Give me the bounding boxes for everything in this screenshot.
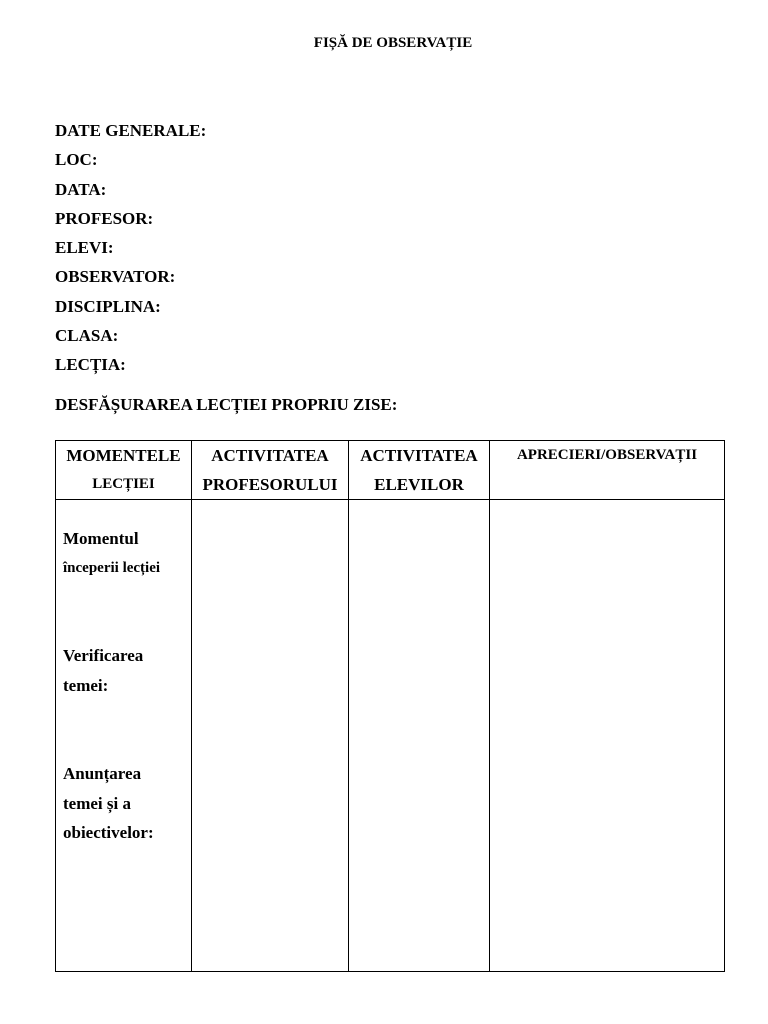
moment-anuntarea-temei [63, 759, 191, 848]
general-fields [55, 116, 655, 380]
elevi-activity-cell [349, 500, 490, 972]
field-lectia: LECȚIA: [55, 355, 126, 375]
moment-line: Momentul [63, 529, 139, 548]
header-momentele-lectiei [56, 441, 192, 500]
moment-inceperea-lectiei [63, 524, 191, 583]
profesor-activity-cell [192, 500, 349, 972]
header-line: ELEVILOR [374, 475, 464, 494]
header-line: APRECIERI/OBSERVAȚII [516, 447, 698, 463]
field-data: DATA: [55, 179, 107, 199]
observatii-cell [490, 500, 725, 972]
field-date-generale: DATE GENERALE: [55, 121, 207, 140]
header-line: LECȚIEI [92, 476, 155, 492]
moment-line: temei și a [63, 793, 131, 813]
observation-table [55, 440, 725, 972]
table-row [56, 500, 725, 972]
moment-verificarea-temei [63, 641, 191, 700]
table-header-row [56, 441, 725, 500]
header-line: PROFESORULUI [202, 475, 338, 494]
field-disciplina: DISCIPLINA: [55, 296, 161, 316]
header-line: ACTIVITATEA [211, 446, 329, 465]
moment-line: Verificarea [63, 646, 144, 665]
document-title: FIȘĂ DE OBSERVAȚIE [313, 35, 473, 51]
moment-line: temei: [63, 675, 109, 695]
field-observator: OBSERVATOR: [55, 267, 176, 287]
header-activitatea-profesorului [192, 441, 349, 500]
moment-line: obiectivelor: [63, 823, 154, 842]
field-profesor: PROFESOR: [55, 208, 154, 228]
field-elevi: ELEVI: [55, 238, 114, 258]
field-clasa: CLASA: [55, 326, 119, 346]
header-activitatea-elevilor [349, 441, 490, 500]
header-line: MOMENTELE [66, 446, 181, 465]
moment-line: începerii lecției [63, 559, 161, 576]
section-title: DESFĂȘURAREA LECȚIEI PROPRIU ZISE: [55, 395, 398, 414]
header-line: ACTIVITATEA [360, 446, 478, 465]
header-aprecieri-observatii [490, 441, 725, 500]
moments-cell [56, 500, 192, 972]
moment-line: Anunțarea [63, 764, 142, 783]
field-loc: LOC: [55, 150, 98, 170]
